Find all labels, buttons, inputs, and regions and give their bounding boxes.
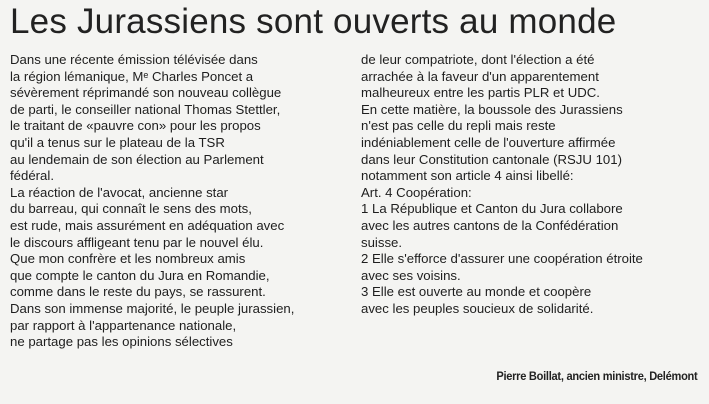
- body-line: le discours affligeant tenu par le nouvel élu.: [10, 234, 264, 250]
- author-signature: Pierre Boillat, ancien ministre, Delémont: [495, 369, 697, 383]
- article-column-right: [361, 52, 701, 318]
- body-line: avec les autres cantons de la Confédération: [361, 217, 619, 233]
- body-line: La réaction de l'avocat, ancienne star: [10, 184, 229, 200]
- body-line: au lendemain de son élection au Parlement: [10, 151, 264, 167]
- body-line: qu'il a tenus sur le plateau de la TSR: [10, 134, 225, 150]
- article-paragraph-line: 3 Elle est ouverte au monde et coopère: [361, 284, 592, 300]
- body-line: la région lémanique, Mᵉ Charles Poncet a: [10, 68, 254, 84]
- body-line: le traitant de «pauvre con» pour les propos: [10, 118, 261, 134]
- body-line: avec les peuples soucieux de solidarité.: [361, 300, 594, 316]
- body-line: comme dans le reste du pays, se rassurent.: [10, 284, 266, 300]
- body-line: n'est pas celle du repli mais reste: [361, 118, 556, 134]
- body-line: avec ses voisins.: [361, 267, 461, 283]
- body-line: En cette matière, la boussole des Jurassiens: [361, 101, 623, 117]
- article-column-left: [10, 52, 355, 351]
- body-line: Que mon confrère et les nombreux amis: [10, 251, 246, 267]
- body-line: fédéral.: [10, 168, 54, 184]
- body-line: de parti, le conseiller national Thomas Stettler,: [10, 101, 281, 117]
- article-headline: Les Jurassiens sont ouverts au monde: [10, 2, 617, 41]
- body-line: suisse.: [361, 234, 403, 250]
- body-line: Dans une récente émission télévisée dans: [10, 52, 258, 67]
- body-line: arrachée à la faveur d'un apparentement: [361, 68, 599, 84]
- article-paragraph-line: 2 Elle s'efforce d'assurer une coopération étroite: [361, 251, 643, 267]
- body-line: par rapport à l'appartenance nationale,: [10, 317, 237, 333]
- body-line: que compte le canton du Jura en Romandie,: [10, 267, 270, 283]
- body-line: dans leur Constitution cantonale (RSJU 101): [361, 151, 622, 167]
- body-line: ne partage pas les opinions sélectives: [10, 334, 233, 350]
- body-line: malheureux entre les partis PLR et UDC.: [361, 85, 600, 101]
- body-line: du barreau, qui connaît le sens des mots,: [10, 201, 252, 217]
- body-line: est rude, mais assurément en adéquation avec: [10, 217, 285, 233]
- body-line: notamment son article 4 ainsi libellé:: [361, 168, 574, 184]
- body-line: indéniablement celle de l'ouverture affirmée: [361, 134, 616, 150]
- article-paragraph-line: 1 La République et Canton du Jura collabore: [361, 201, 623, 217]
- body-line: Dans son immense majorité, le peuple jurassien,: [10, 300, 295, 316]
- article-heading-line: Art. 4 Coopération:: [361, 184, 472, 200]
- body-line: sévèrement réprimandé son nouveau collègue: [10, 85, 282, 101]
- body-line: de leur compatriote, dont l'élection a été: [361, 52, 595, 67]
